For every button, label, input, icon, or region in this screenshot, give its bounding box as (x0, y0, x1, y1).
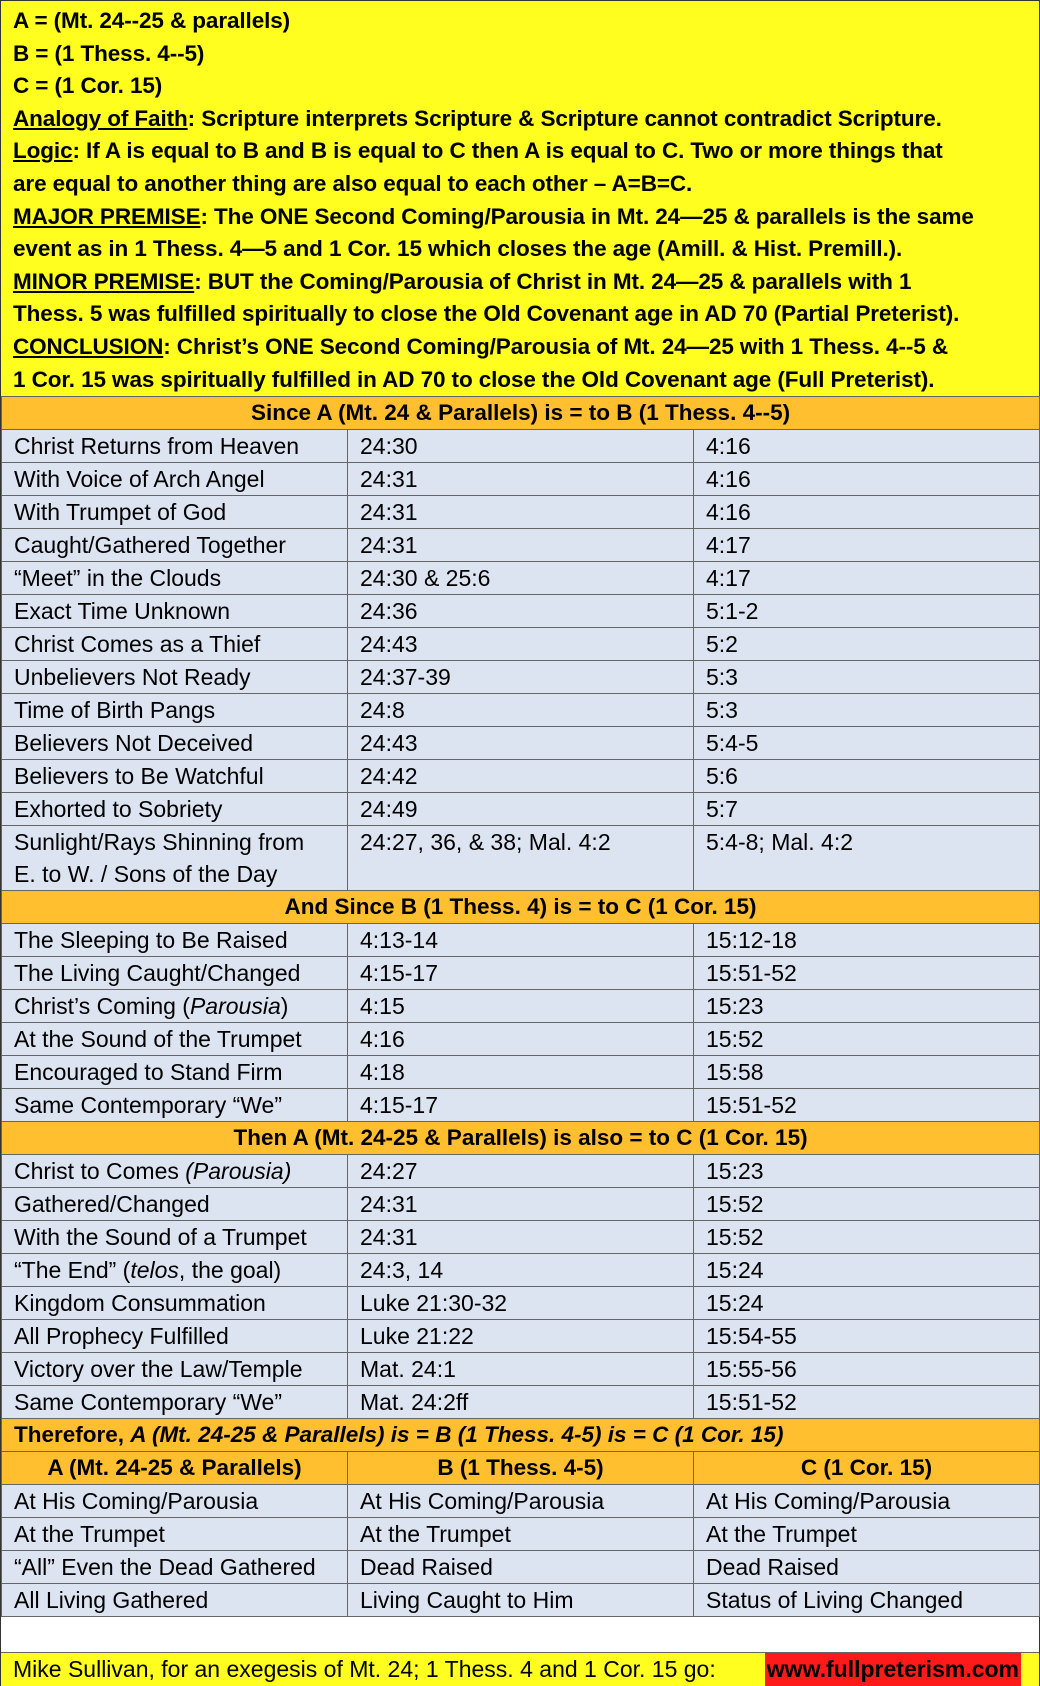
row-label: With Trumpet of God (2, 496, 348, 529)
cell-c: At the Trumpet (694, 1518, 1040, 1551)
row-label: Time of Birth Pangs (2, 694, 348, 727)
major-label: MAJOR PREMISE (13, 203, 201, 229)
conclusion-label: CONCLUSION (13, 333, 164, 359)
table-row (2, 1188, 1040, 1221)
table-row (2, 1023, 1040, 1056)
ref-a: 24:30 (348, 430, 694, 463)
table-row (2, 990, 1040, 1023)
ref-a: 24:37-39 (348, 661, 694, 694)
table-row (2, 595, 1040, 628)
row-label: Same Contemporary “We” (2, 1089, 348, 1122)
ref-c: 15:23 (694, 990, 1040, 1023)
section2-header: And Since B (1 Thess. 4) is = to C (1 Cor. 15) (2, 891, 1040, 924)
col-header-c: C (1 Cor. 15) (694, 1452, 1040, 1485)
ref-b: 4:15-17 (348, 957, 694, 990)
ref-b: 4:16 (694, 463, 1040, 496)
website-link[interactable]: www.fullpreterism.com (765, 1653, 1021, 1686)
ref-c: 15:24 (694, 1254, 1040, 1287)
table-row (2, 1551, 1040, 1584)
table-row (2, 628, 1040, 661)
label-italic: telos (130, 1257, 179, 1283)
row-label: Victory over the Law/Temple (2, 1353, 348, 1386)
cell-c: Status of Living Changed (694, 1584, 1040, 1617)
table-row (2, 957, 1040, 990)
conclusion-text-1: : Christ’s ONE Second Coming/Parousia of Mt. 24—25 with 1 Thess. 4--5 & (163, 333, 948, 359)
label-prefix: Christ to Comes (14, 1158, 186, 1184)
ref-a: 24:42 (348, 760, 694, 793)
minor-text-1: : BUT the Coming/Parousia of Christ in Mt. 24—25 & parallels with 1 (194, 268, 912, 294)
ref-a: Luke 21:22 (348, 1320, 694, 1353)
table-row (2, 661, 1040, 694)
col-header-a: A (Mt. 24-25 & Parallels) (2, 1452, 348, 1485)
table-row (2, 430, 1040, 463)
row-label: With Voice of Arch Angel (2, 463, 348, 496)
row-label: Gathered/Changed (2, 1188, 348, 1221)
section-header-4 (2, 1419, 1040, 1452)
row-label: Christ Returns from Heaven (2, 430, 348, 463)
ref-c: 15:51-52 (694, 957, 1040, 990)
ref-a: 24:49 (348, 793, 694, 826)
table-row (2, 1320, 1040, 1353)
logic-text-1: : If A is equal to B and B is equal to C then A is equal to C. Two or more things that (72, 138, 943, 164)
table-row (2, 1485, 1040, 1518)
table-row (2, 562, 1040, 595)
ref-c: 15:23 (694, 1155, 1040, 1188)
table-row (2, 1287, 1040, 1320)
minor-label: MINOR PREMISE (13, 268, 195, 294)
conclusion (13, 331, 1027, 364)
table-row (2, 793, 1040, 826)
minor-premise (13, 266, 1027, 299)
ref-a: 24:43 (348, 727, 694, 760)
ref-a: 24:43 (348, 628, 694, 661)
logic-text-2: are equal to another thing are also equal to each other – A=B=C. (13, 170, 693, 196)
ref-c: 15:51-52 (694, 1089, 1040, 1122)
major-text-1: : The ONE Second Coming/Parousia in Mt. 24—25 & parallels is the same (200, 203, 974, 229)
label-italic: (Parousia) (185, 1158, 292, 1184)
table-row (2, 694, 1040, 727)
ref-a: 24:31 (348, 529, 694, 562)
row-label: The Sleeping to Be Raised (2, 924, 348, 957)
label-suffix: , the goal) (178, 1257, 282, 1283)
row-label: Kingdom Consummation (2, 1287, 348, 1320)
ref-c: 15:12-18 (694, 924, 1040, 957)
table-row (2, 727, 1040, 760)
section-header-3 (2, 1122, 1040, 1155)
ref-a: 24:31 (348, 1188, 694, 1221)
cell-b: Dead Raised (348, 1551, 694, 1584)
analogy-of-faith (13, 103, 1027, 136)
definition-b: B = (1 Thess. 4--5) (13, 40, 205, 66)
table-row (2, 1386, 1040, 1419)
row-label: Believers to Be Watchful (2, 760, 348, 793)
col-header-b: B (1 Thess. 4-5) (348, 1452, 694, 1485)
footer-text: Mike Sullivan, for an exegesis of Mt. 24; 1 Thess. 4 and 1 Cor. 15 go: (13, 1656, 716, 1682)
ref-b: 4:15-17 (348, 1089, 694, 1122)
ref-b: 5:6 (694, 760, 1040, 793)
row-label-line-1: Sunlight/Rays Shinning from (14, 829, 305, 855)
header-italic: A (Mt. 24-25 & Parallels) is = B (1 Thess. 4-5) is = C (1 Cor. 15) (130, 1422, 784, 1447)
table-row (2, 496, 1040, 529)
row-label: Christ Comes as a Thief (2, 628, 348, 661)
section1-header: Since A (Mt. 24 & Parallels) is = to B (1 Thess. 4--5) (2, 397, 1040, 430)
row-label: “Meet” in the Clouds (2, 562, 348, 595)
analogy-label: Analogy of Faith (13, 105, 188, 131)
table-row (2, 1155, 1040, 1188)
row-label (2, 990, 348, 1023)
table-row (2, 1353, 1040, 1386)
ref-b: 4:13-14 (348, 924, 694, 957)
ref-a: 24:27, 36, & 38; Mal. 4:2 (348, 826, 694, 891)
row-label: Exact Time Unknown (2, 595, 348, 628)
section3-header: Then A (Mt. 24-25 & Parallels) is also = to C (1 Cor. 15) (2, 1122, 1040, 1155)
logic-statement (13, 135, 1027, 168)
cell-c: At His Coming/Parousia (694, 1485, 1040, 1518)
ref-c: 15:58 (694, 1056, 1040, 1089)
major-text-2: event as in 1 Thess. 4—5 and 1 Cor. 15 which closes the age (Amill. & Hist. Premill.). (13, 236, 903, 262)
ref-b: 4:17 (694, 529, 1040, 562)
row-label: Exhorted to Sobriety (2, 793, 348, 826)
analogy-text: : Scripture interprets Scripture & Scripture cannot contradict Scripture. (187, 105, 942, 131)
row-label: All Prophecy Fulfilled (2, 1320, 348, 1353)
ref-b: 5:4-8; Mal. 4:2 (694, 826, 1040, 891)
ref-a: 24:27 (348, 1155, 694, 1188)
cell-a: “All” Even the Dead Gathered (2, 1551, 348, 1584)
column-headers (2, 1452, 1040, 1485)
ref-c: 15:54-55 (694, 1320, 1040, 1353)
table-row (2, 463, 1040, 496)
row-label: The Living Caught/Changed (2, 957, 348, 990)
ref-b: 5:7 (694, 793, 1040, 826)
intro-panel (1, 1, 1039, 396)
table-row (2, 760, 1040, 793)
label-prefix: Christ’s Coming ( (14, 993, 190, 1019)
ref-a: Luke 21:30-32 (348, 1287, 694, 1320)
cell-b: At the Trumpet (348, 1518, 694, 1551)
label-suffix: ) (280, 993, 289, 1019)
section-header-2 (2, 891, 1040, 924)
logic-label: Logic (13, 138, 73, 164)
cell-a: At the Trumpet (2, 1518, 348, 1551)
ref-c: 15:52 (694, 1023, 1040, 1056)
comparison-table-body (2, 397, 1040, 1617)
row-label: Caught/Gathered Together (2, 529, 348, 562)
section4-header (2, 1419, 1040, 1452)
cell-b: Living Caught to Him (348, 1584, 694, 1617)
row-label: Encouraged to Stand Firm (2, 1056, 348, 1089)
comparison-table (1, 396, 1040, 1617)
ref-a: 24:30 & 25:6 (348, 562, 694, 595)
ref-c: 15:52 (694, 1221, 1040, 1254)
row-label: Unbelievers Not Ready (2, 661, 348, 694)
table-row (2, 529, 1040, 562)
ref-b: 5:1-2 (694, 595, 1040, 628)
table-row (2, 1584, 1040, 1617)
definition-c: C = (1 Cor. 15) (13, 73, 163, 99)
ref-b: 4:18 (348, 1056, 694, 1089)
ref-b: 5:4-5 (694, 727, 1040, 760)
ref-c: 15:55-56 (694, 1353, 1040, 1386)
ref-b: 5:3 (694, 661, 1040, 694)
cell-c: Dead Raised (694, 1551, 1040, 1584)
ref-b: 5:2 (694, 628, 1040, 661)
ref-b: 4:15 (348, 990, 694, 1023)
minor-text-2: Thess. 5 was fulfilled spiritually to close the Old Covenant age in AD 70 (Partial Preterist). (13, 301, 960, 327)
row-label: At the Sound of the Trumpet (2, 1023, 348, 1056)
row-label (2, 826, 348, 891)
row-label-line-2: E. to W. / Sons of the Day (14, 861, 278, 887)
ref-a: 24:31 (348, 496, 694, 529)
ref-a: Mat. 24:2ff (348, 1386, 694, 1419)
ref-c: 15:51-52 (694, 1386, 1040, 1419)
conclusion-text-2: 1 Cor. 15 was spiritually fulfilled in AD 70 to close the Old Covenant age (Full Preterist). (13, 366, 935, 392)
ref-a: Mat. 24:1 (348, 1353, 694, 1386)
label-italic: Parousia (189, 993, 281, 1019)
ref-b: 4:16 (694, 496, 1040, 529)
row-label: With the Sound of a Trumpet (2, 1221, 348, 1254)
definition-a: A = (Mt. 24--25 & parallels) (13, 8, 291, 33)
ref-a: 24:31 (348, 1221, 694, 1254)
row-label (2, 1155, 348, 1188)
cell-b: At His Coming/Parousia (348, 1485, 694, 1518)
label-prefix: “The End” ( (14, 1257, 131, 1283)
table-row (2, 1221, 1040, 1254)
major-premise (13, 201, 1027, 234)
ref-a: 24:31 (348, 463, 694, 496)
header-prefix: Therefore, (14, 1422, 131, 1447)
table-row (2, 1089, 1040, 1122)
cell-a: At His Coming/Parousia (2, 1485, 348, 1518)
table-row (2, 1056, 1040, 1089)
footer (1, 1652, 1039, 1686)
section-header-1 (2, 397, 1040, 430)
cell-a: All Living Gathered (2, 1584, 348, 1617)
ref-a: 24:8 (348, 694, 694, 727)
table-row (2, 1254, 1040, 1287)
ref-b: 4:17 (694, 562, 1040, 595)
table-row (2, 826, 1040, 891)
row-label: Same Contemporary “We” (2, 1386, 348, 1419)
ref-c: 15:52 (694, 1188, 1040, 1221)
ref-b: 4:16 (348, 1023, 694, 1056)
row-label (2, 1254, 348, 1287)
ref-a: 24:36 (348, 595, 694, 628)
row-label: Believers Not Deceived (2, 727, 348, 760)
table-row (2, 1518, 1040, 1551)
ref-c: 15:24 (694, 1287, 1040, 1320)
table-row (2, 924, 1040, 957)
ref-b: 4:16 (694, 430, 1040, 463)
ref-a: 24:3, 14 (348, 1254, 694, 1287)
ref-b: 5:3 (694, 694, 1040, 727)
